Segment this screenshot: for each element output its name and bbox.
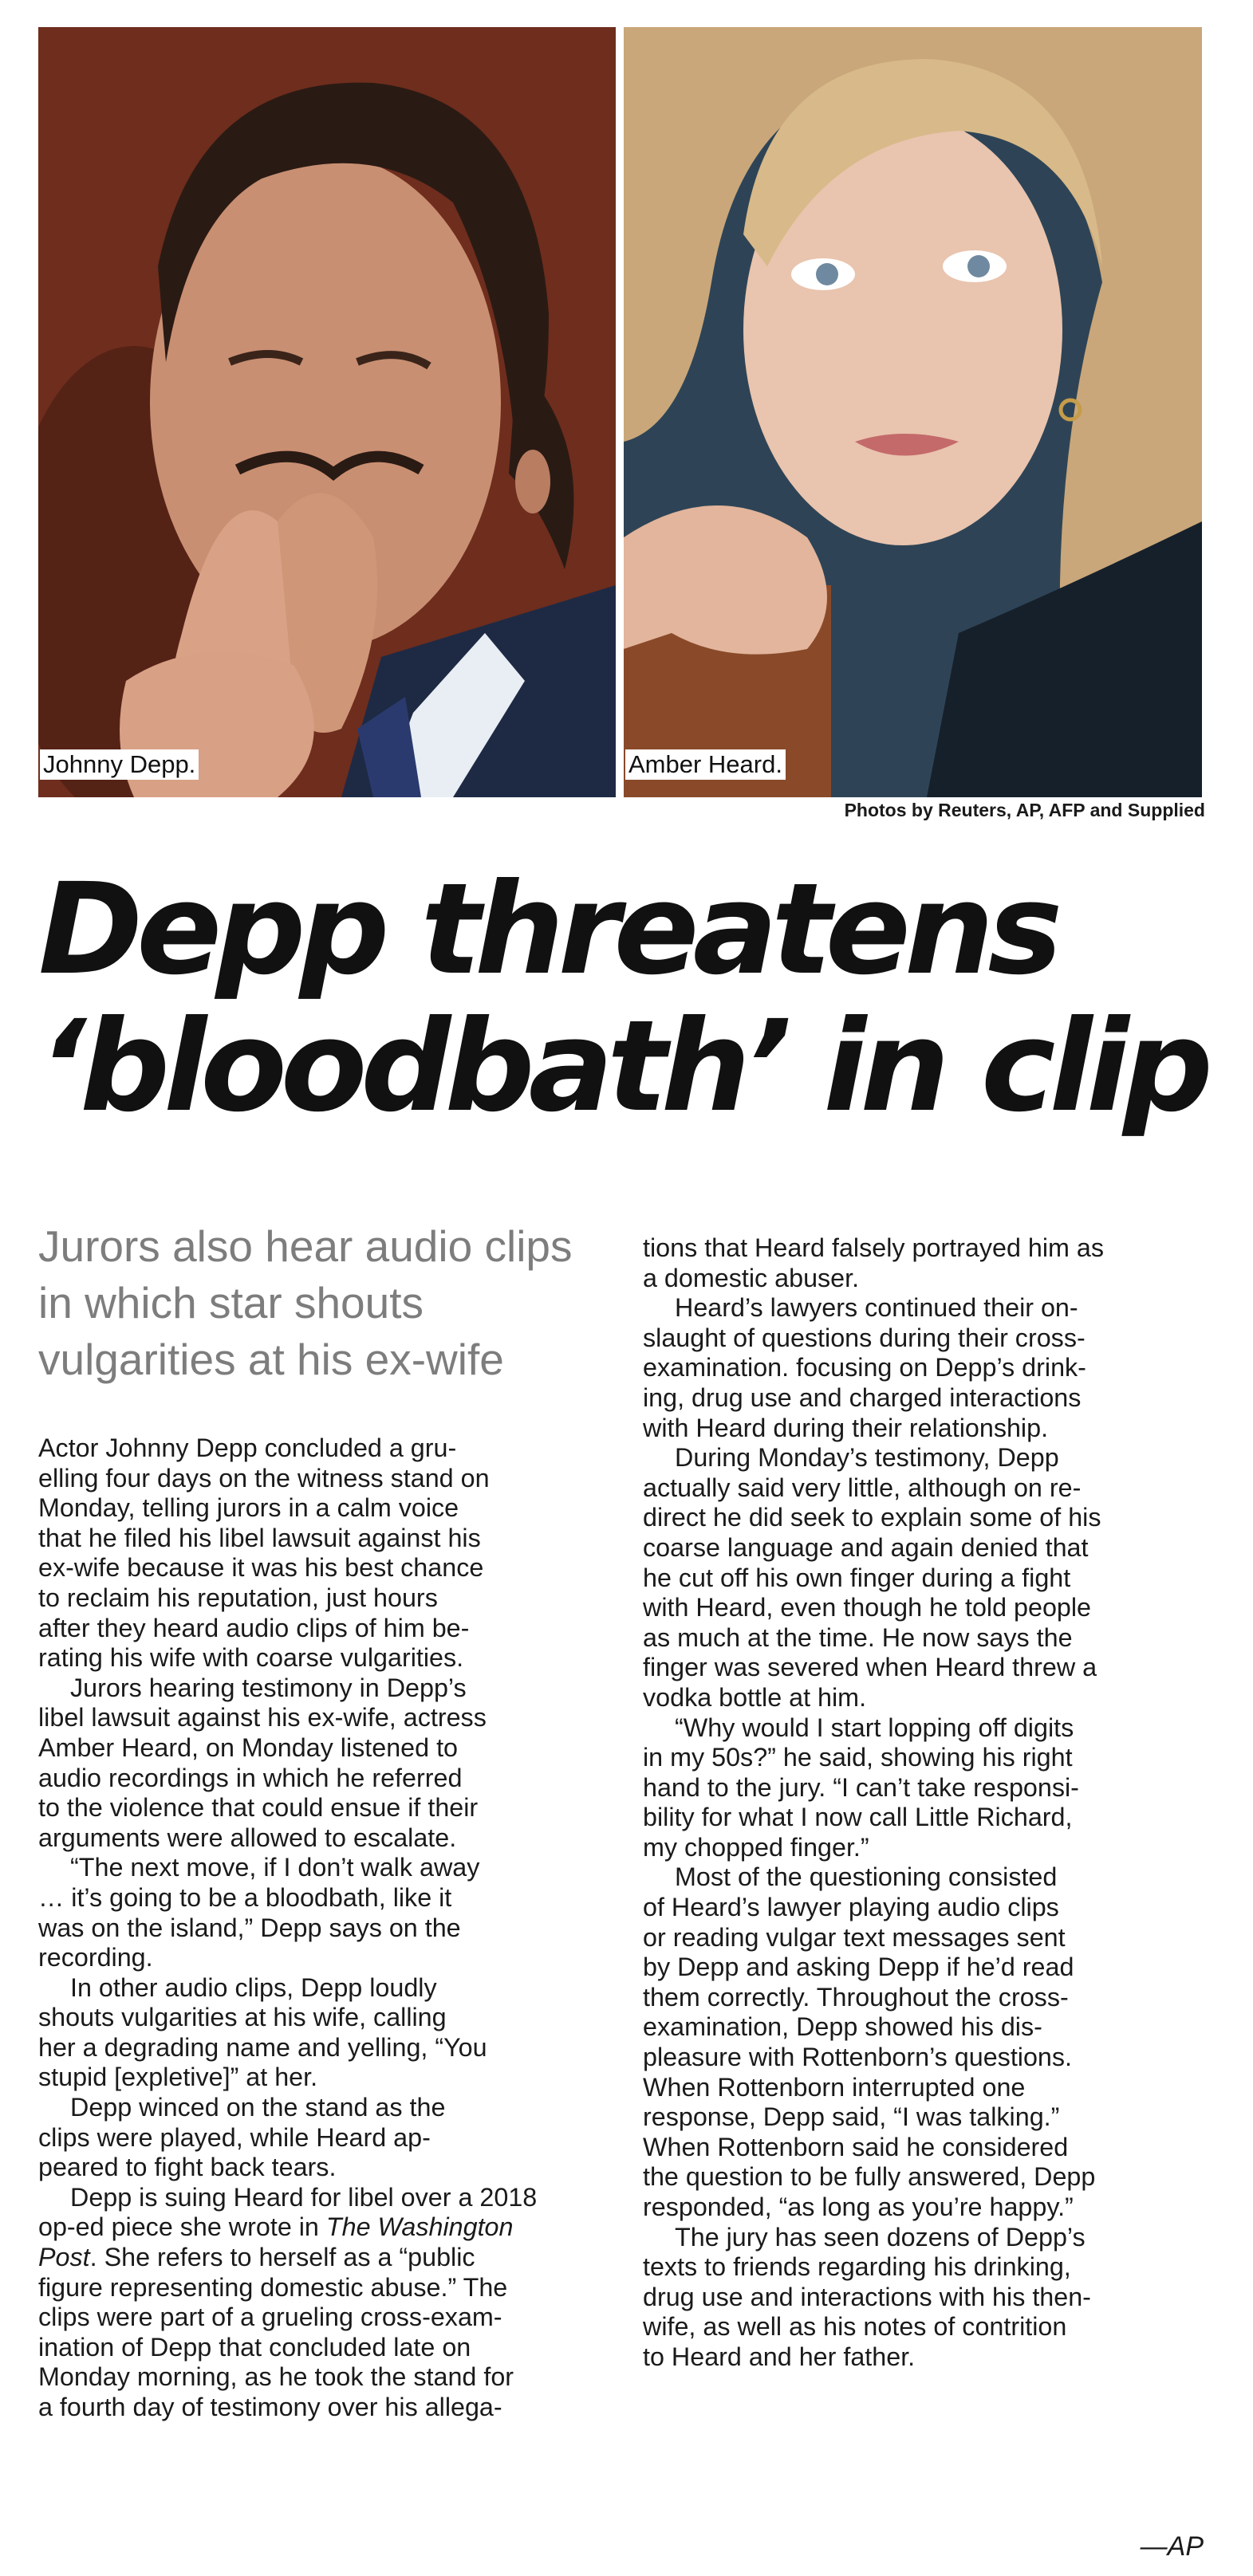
body-paragraph-continued: tions that Heard falsely portrayed him as a domestic abuser. [643,1233,1105,1292]
body-paragraph: Actor Johnny Depp concluded a gru- elling four days on the witness stand on Monday, telling jurors in a calm voice that he filed his libel lawsuit against his ex-wife because it was his best chance to reclaim his reputation, just hours after they heard audio clips of him be- rating his wife with coarse vulgarities. [38,1434,490,1673]
body-paragraph [38,2183,603,2423]
photo-heard-illustration [624,27,1202,797]
body-paragraph: Depp winced on the stand as the clips were played, while Heard ap- peared to fight back tears. [38,2093,446,2182]
body-paragraph: Most of the questioning consisted of Heard’s lawyer playing audio clips or reading vulgar text messages sent by Depp and asking Depp if he’d read them correctly. Throughout the cross- examination, Depp showed his dis- pleasure with Rottenborn’s questions. When Rottenborn interrupted one response, Depp said, “I was talking.” When Rottenborn said he considered the question to be fully answered, Depp responded, “as long as you’re happy.” [643,1862,1096,2221]
photo-caption-heard: Amber Heard. [625,749,786,780]
body-paragraph: In other audio clips, Depp loudly shouts vulgarities at his wife, calling her a degrading name and yelling, “You stupid [expletive]” at her. [38,1972,487,2092]
signoff-ap: —AP [1140,2531,1204,2562]
photo-caption-depp: Johnny Depp. [40,749,199,780]
publication-name: The Washington Post [38,2212,514,2272]
body-text: . She refers to herself as a “public figure representing domestic abuse.” The clips were part of a grueling cross-exam- ination of Depp that concluded late on Monday morning, as he took the stand for a fourth day of testimony over his allega- [38,2243,514,2421]
headline-line-2: ‘bloodbath’ in clip [38,993,1207,1140]
headline [38,856,1219,1140]
body-column-left [38,1434,603,2423]
photo-depp-illustration [38,27,616,797]
photo-johnny-depp [38,27,616,797]
photo-amber-heard [624,27,1202,797]
body-text: Depp is suing Heard for libel over a 2018 op-ed piece she wrote in [38,2182,538,2242]
body-paragraph: The jury has seen dozens of Depp’s texts to friends regarding his drinking, drug use and interactions with his then- wife, as well as his notes of contrition to Heard and her father. [643,2222,1091,2371]
photo-credit: Photos by Reuters, AP, AFP and Supplied [844,800,1205,820]
deck-subheadline: Jurors also hear audio clips in which star shouts vulgarities at his ex-wife [38,1221,573,1384]
body-paragraph: During Monday’s testimony, Depp actually said very little, although on re- direct he did seek to explain some of his coarse language and again denied that he cut off his own finger during a fight with Heard, even though he told people as much at the time. He now says the finger was severed when Heard threw a vodka bottle at him. [643,1443,1101,1712]
body-paragraph: Heard’s lawyers continued their on- slaught of questions during their cross- examination. focusing on Depp’s drink- ing, drug use and charged interactions with Heard during their relationship. [643,1293,1086,1442]
body-column-right [643,1233,1201,2373]
body-paragraph: “Why would I start lopping off digits in my 50s?” he said, showing his right hand to the jury. “I can’t take responsi- bility for what I now call Little Richard, my chopped finger.” [643,1713,1079,1862]
headline-line-1: Depp threatens [38,856,1057,1003]
body-paragraph: “The next move, if I don’t walk away … it’s going to be a bloodbath, like it was on the island,” Depp says on the recording. [38,1853,480,1972]
body-paragraph: Jurors hearing testimony in Depp’s libel lawsuit against his ex-wife, actress Amber Heard, on Monday listened to audio recordings in which he referred to the violence that could ensue if their arguments were allowed to escalate. [38,1673,487,1852]
